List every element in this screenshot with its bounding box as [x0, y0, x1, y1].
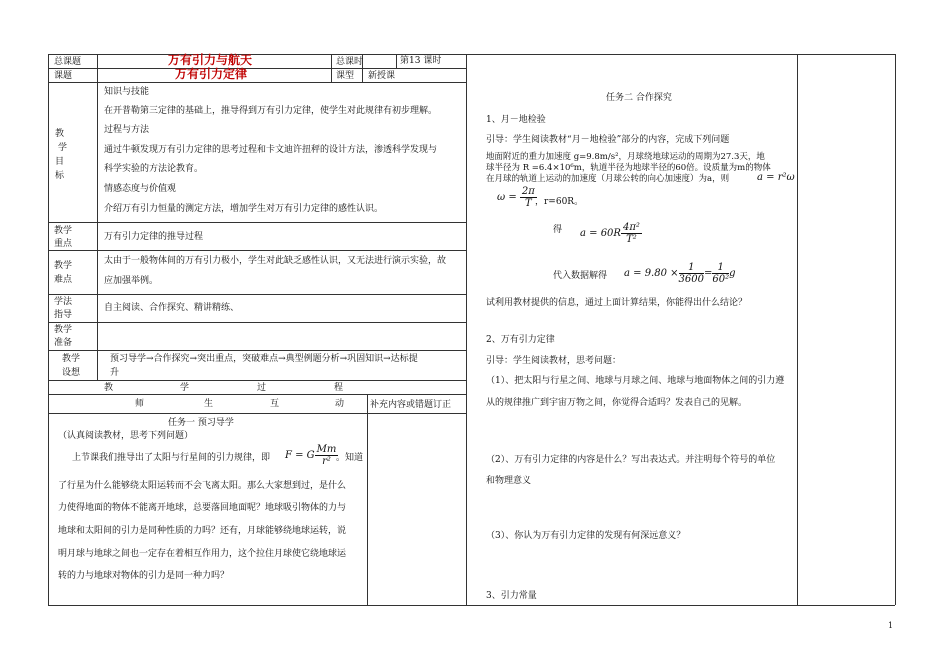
task1-line: 力使得地面的物体不能离开地球，总要落回地面呢？地球吸引物体的力与: [58, 503, 347, 513]
design-line: 升: [110, 368, 120, 378]
gravitation-formula: [285, 444, 338, 467]
focus-label-2: 重点: [54, 239, 73, 249]
ts-char: 生: [204, 399, 214, 409]
s2-q2: 和物理意义: [486, 476, 532, 486]
task1-note: （认真阅读教材，思考下列问题）: [58, 431, 194, 441]
task1-title: 任务一 预习导学: [168, 418, 234, 428]
goals-label-2: 学: [58, 143, 68, 153]
sub-label: 代入数据解得: [553, 271, 608, 281]
a3-denominator-2: 60²: [712, 274, 730, 285]
formula-omega: [497, 186, 537, 209]
prep-label-1: 教学: [54, 325, 73, 335]
difficulty-label-1: 教学: [54, 261, 73, 271]
goals-label-3: 目: [55, 157, 65, 167]
goal-line: 通过牛顿发现万有引力定律的思考过程和卡文迪许扭秤的设计方法，渗透科学发现与: [104, 145, 438, 155]
supplement-label: 补充内容或错题订正: [370, 400, 452, 410]
ts-char: 互: [270, 399, 280, 409]
omega-lhs: ω =: [497, 192, 517, 203]
focus-text: 万有引力定律的推导过程: [104, 232, 204, 242]
formula-a1: a = r²ω: [757, 172, 795, 183]
s1-text: 地面附近的重力加速度 g=9.8m/s²，月球绕地球运动的周期为27.3天，地: [486, 152, 765, 162]
a3-g: g: [729, 268, 736, 279]
s3-title: 3、引力常量: [486, 591, 537, 601]
formula-denominator: r²: [322, 456, 331, 467]
task2-title: 任务二 合作探究: [606, 93, 672, 103]
a2-denominator: T²: [626, 234, 637, 245]
guide-text: 自主阅读、合作探究、精讲精练、: [104, 303, 240, 313]
omega-denominator: T: [525, 198, 532, 209]
formula-r: ，r=60R。: [535, 197, 584, 207]
task1-line: 地球和太阳间的引力是同种性质的力吗？还有，月球能够绕地球运转，说: [58, 526, 347, 536]
guide-label-1: 学法: [54, 297, 73, 307]
prep-label-2: 准备: [54, 338, 73, 348]
topic-title: 万有引力定律: [175, 67, 248, 81]
task1-line: 了行星为什么能够绕太阳运转而不会飞离太阳。那么大家想到过，是什么: [58, 481, 347, 491]
goals-label-1: 教: [55, 129, 65, 139]
s2-q1: 从的规律推广到宇宙万物之间，你觉得合适吗？发表自己的见解。: [486, 398, 748, 408]
difficulty-label-2: 难点: [54, 275, 73, 285]
a3-lhs: a = 9.80 ×: [624, 268, 679, 279]
formula-lhs: F = G: [285, 450, 315, 461]
s2-q1: （1）、把太阳与行星之间、地球与月球之间、地球与地面物体之间的引力遵: [486, 376, 785, 386]
s2-guide: 引导：学生阅读教材，思考问题：: [486, 356, 622, 366]
a3-eq: =: [703, 268, 713, 279]
total-topic-label: 总课题: [54, 57, 82, 67]
a3-numerator-1: 1: [679, 262, 704, 274]
guide-label-2: 指导: [54, 310, 73, 320]
process-char: 过: [257, 383, 267, 393]
ts-char: 师: [135, 399, 145, 409]
task1-p1-after: 。知道: [336, 453, 364, 463]
goal-line: 介绍万有引力恒量的测定方法，增加学生对万有引力定律的感性认识。: [104, 204, 384, 214]
a2-numerator: 4π²: [622, 222, 640, 233]
goal-heading-process: 过程与方法: [104, 125, 150, 135]
omega-numerator: 2π: [521, 186, 535, 197]
de-label: 得: [553, 225, 563, 235]
task1-p1-before: 上节课我们推导出了太阳与行星间的引力规律，即: [72, 453, 271, 463]
topic-label: 课题: [54, 71, 73, 81]
total-hours-label: 总课时: [336, 57, 364, 67]
formula-a2: [580, 222, 642, 245]
s2-q2: （2）、万有引力定律的内容是什么？写出表达式。并注明每个符号的单位: [486, 455, 776, 465]
type-label: 课型: [336, 71, 355, 81]
s2-title: 2、万有引力定律: [486, 335, 555, 345]
goal-line: 科学实验的方法论教育。: [104, 164, 204, 174]
difficulty-line: 太由于一般物体间的万有引力极小，学生对此缺乏感性认识，又无法进行演示实验，故: [104, 256, 447, 266]
task1-line: 明月球与地球之间也一定存在着相互作用力，这个拉住月球使它绕地球运: [58, 549, 347, 559]
a3-numerator-2: 1: [712, 262, 729, 274]
focus-label-1: 教学: [54, 226, 73, 236]
a2-lhs: a = 60R: [580, 228, 621, 239]
a3-denominator-1: 3600: [678, 274, 704, 285]
design-label-1: 教学: [62, 354, 81, 364]
s1-text: 在月球的轨道上运动的加速度（月球公转的向心加速度）为a，则: [486, 174, 730, 184]
process-char: 程: [334, 383, 344, 393]
formula-a3: [624, 262, 736, 285]
process-char: 学: [180, 383, 190, 393]
difficulty-line: 应加强举例。: [104, 276, 159, 286]
s1-question: 试利用教材提供的信息，通过上面计算结果，你能得出什么结论？: [486, 298, 748, 308]
process-char: 教: [104, 383, 114, 393]
design-line: 预习导学→合作探究→突出重点，突破难点→典型例题分析→巩固知识→达标提: [110, 354, 418, 364]
goal-line: 在开普勒第三定律的基础上，推导得到万有引力定律，使学生对此规律有初步理解。: [104, 106, 438, 116]
page-number: 1: [888, 621, 894, 630]
total-hours: 第13 课时: [400, 56, 442, 66]
design-label-2: 设想: [62, 368, 81, 378]
formula-numerator: Mm: [316, 444, 337, 455]
s1-title: 1、月－地检验: [486, 115, 546, 125]
s2-q3: （3）、你认为万有引力定律的发现有何深远意义？: [486, 531, 686, 541]
goals-label-4: 标: [55, 171, 65, 181]
s1-text: 球半径为 R =6.4×10⁶m，轨道半径为地球半径的60倍。设质量为m的物体: [486, 163, 771, 173]
ts-char: 动: [335, 399, 345, 409]
total-topic: 万有引力与航天: [168, 53, 253, 67]
task1-line: 转的力与地球对物体的引力是同一种力吗？: [58, 571, 230, 581]
goal-heading-attitude: 情感态度与价值观: [104, 184, 177, 194]
goal-heading-knowledge: 知识与技能: [104, 87, 150, 97]
type-value: 新授课: [368, 71, 396, 81]
s1-guide: 引导：学生阅读教材“月－地检验”部分的内容，完成下列问题: [486, 135, 730, 145]
